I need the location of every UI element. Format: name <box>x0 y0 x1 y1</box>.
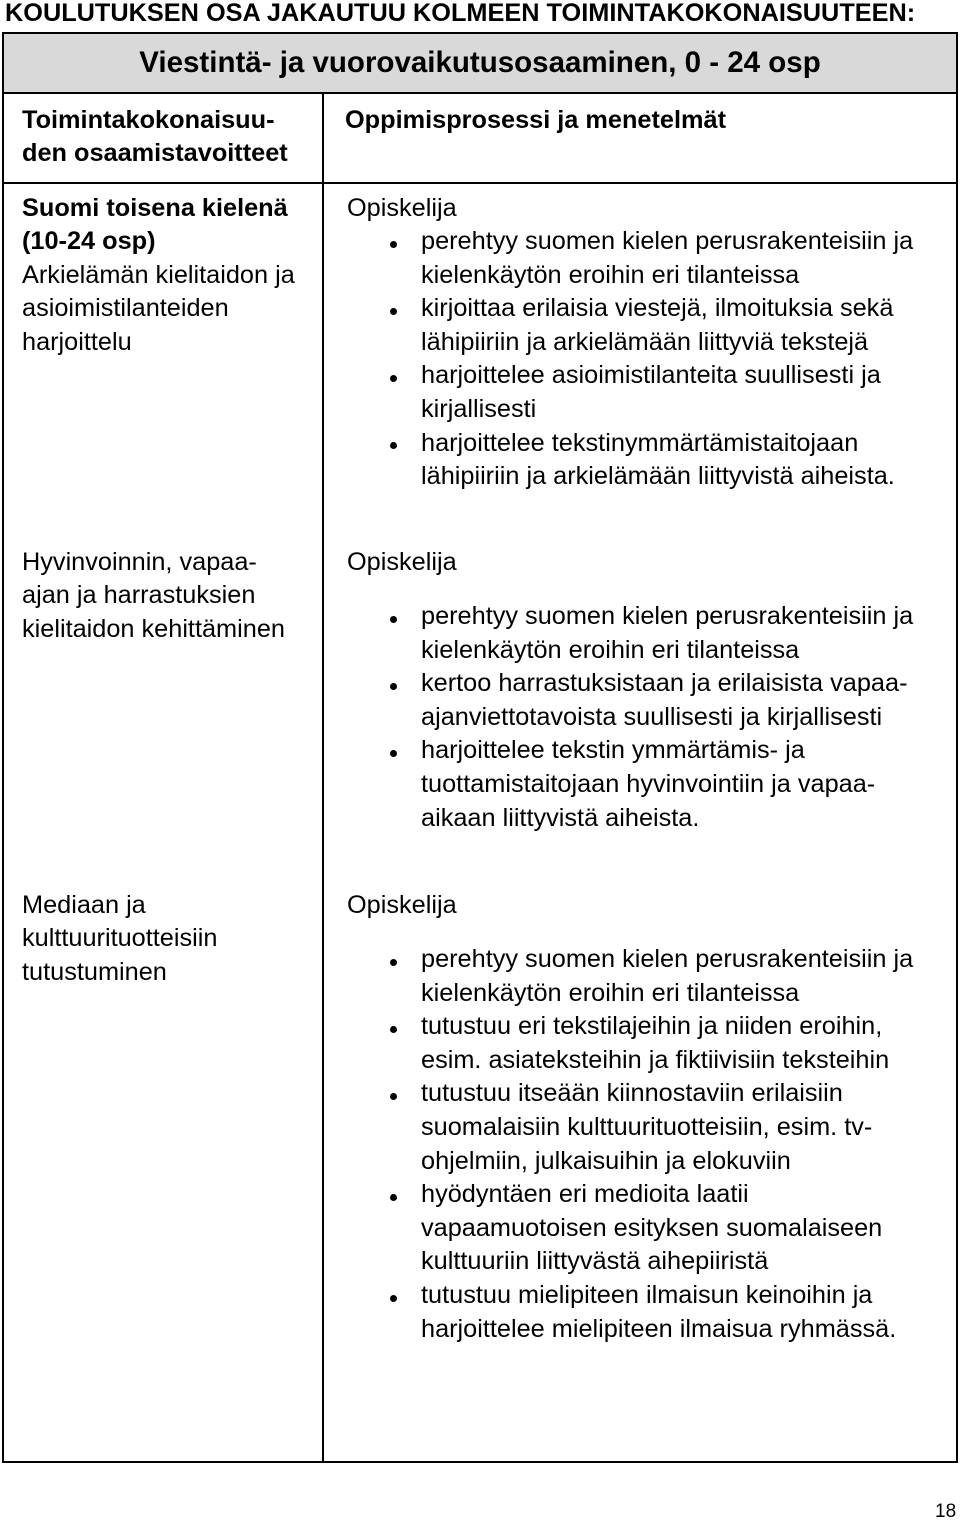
bullet-text-line: ohjelmiin, julkaisuihin ja elokuviin <box>421 1146 791 1175</box>
bullet-text-line: kirjallisesti <box>421 395 537 424</box>
list-item <box>347 600 956 667</box>
bullet-text-line: lähipiiriin ja arkielämään liittyviä tekstejä <box>421 327 869 356</box>
methods-section-2 <box>347 546 956 836</box>
goal-text-line: kielitaidon kehittäminen <box>22 614 285 643</box>
goal-text-line: tutustuminen <box>22 957 167 986</box>
bullet-text-line: vapaamuotoisen esityksen suomalaiseen <box>421 1213 883 1242</box>
list-item <box>347 943 956 1010</box>
subject-label: Opiskelija <box>347 890 457 919</box>
bullet-text-line: hyödyntäen eri medioita laatii <box>421 1180 749 1209</box>
bullet-icon <box>390 1026 397 1033</box>
bullet-icon <box>390 750 397 757</box>
header-goals-line: den osaamistavoitteet <box>22 139 288 168</box>
bullet-icon <box>390 959 397 966</box>
goal-section-1 <box>22 192 295 360</box>
bullet-text-line: kirjoittaa erilaisia viestejä, ilmoituksia sekä <box>421 294 894 323</box>
page-number: 18 <box>935 1501 957 1522</box>
list-item <box>347 1077 956 1178</box>
methods-section-1 <box>347 192 956 494</box>
bullet-text-line: kielenkäytön eroihin eri tilanteissa <box>421 978 800 1007</box>
header-methods-label <box>345 104 956 138</box>
page-heading: KOULUTUKSEN OSA JAKAUTUU KOLMEEN TOIMINTAKOKONAISUUTEEN: <box>5 0 916 27</box>
bullet-text-line: ajanviettotavoista suullisesti ja kirjallisesti <box>421 702 883 731</box>
bullet-text-line: tutustuu itseään kiinnostaviin erilaisiin <box>421 1079 843 1108</box>
bullet-text-line: kielenkäytön eroihin eri tilanteissa <box>421 260 800 289</box>
bullet-text-line: harjoittelee tekstinymmärtämistaitojaan <box>421 428 859 457</box>
bullet-text-line: tuottamistaitojaan hyvinvointiin ja vapaa- <box>421 770 876 799</box>
goal-section-3 <box>22 889 217 990</box>
bullet-text-line: kielenkäytön eroihin eri tilanteissa <box>421 635 800 664</box>
bullet-text-line: harjoittelee asioimistilanteita suullisesti ja <box>421 361 881 390</box>
goal-text-line: Mediaan ja <box>22 890 146 919</box>
table-title-row <box>4 34 956 94</box>
bullet-list <box>347 943 956 1346</box>
goal-text-line: harjoittelu <box>22 327 132 356</box>
table-title: Viestintä- ja vuorovaikutusosaaminen, 0 - 24 osp <box>139 46 821 79</box>
bullet-icon <box>390 442 397 449</box>
bullet-icon <box>390 375 397 382</box>
bullet-text-line: esim. asiateksteihin ja fiktiivisiin teksteihin <box>421 1045 890 1074</box>
bullet-icon <box>390 1295 397 1302</box>
bullet-text-line: harjoittelee mielipiteen ilmaisua ryhmässä. <box>421 1314 897 1343</box>
list-item <box>347 1279 956 1346</box>
bullet-text-line: suomalaisiin kulttuurituotteisiin, esim. tv- <box>421 1113 873 1142</box>
goal-text-line: asioimistilanteiden <box>22 294 229 323</box>
methods-section-3 <box>347 889 956 1347</box>
list-item <box>347 667 956 734</box>
subject-label: Opiskelija <box>347 193 457 222</box>
goals-column <box>4 184 324 1461</box>
subject-label: Opiskelija <box>347 547 457 576</box>
list-item <box>347 292 956 359</box>
bullet-text-line: tutustuu eri tekstilajeihin ja niiden eroihin, <box>421 1012 883 1041</box>
table-header-row <box>4 94 956 184</box>
competence-table <box>2 32 958 1463</box>
goal-title-line: Suomi toisena kielenä <box>22 193 288 222</box>
bullet-icon <box>390 1093 397 1100</box>
bullet-icon <box>390 616 397 623</box>
table-body-row <box>4 184 956 1461</box>
bullet-icon <box>390 308 397 315</box>
header-goals-label <box>22 104 288 171</box>
goal-text-line: Hyvinvoinnin, vapaa- <box>22 547 257 576</box>
goal-text-line: kulttuurituotteisiin <box>22 924 218 953</box>
goal-text-line: ajan ja harrastuksien <box>22 581 256 610</box>
goal-section-2 <box>22 546 285 647</box>
methods-column <box>324 184 956 1461</box>
list-item <box>347 1178 956 1279</box>
bullet-text-line: harjoittelee tekstin ymmärtämis- ja <box>421 736 805 765</box>
bullet-text-line: perehtyy suomen kielen perusrakenteisiin ja <box>421 945 914 974</box>
list-item <box>347 225 956 292</box>
goal-title-line: (10-24 osp) <box>22 227 156 256</box>
bullet-icon <box>390 683 397 690</box>
bullet-text-line: kertoo harrastuksistaan ja erilaisista vapaa- <box>421 669 908 698</box>
list-item <box>347 1010 956 1077</box>
header-methods-cell <box>324 94 956 182</box>
bullet-text-line: perehtyy suomen kielen perusrakenteisiin ja <box>421 602 914 631</box>
bullet-text-line: lähipiiriin ja arkielämään liittyvistä aiheista. <box>421 462 895 491</box>
bullet-text-line: perehtyy suomen kielen perusrakenteisiin ja <box>421 227 914 256</box>
bullet-text-line: aikaan liittyvistä aiheista. <box>421 803 700 832</box>
list-item <box>347 427 956 494</box>
bullet-list <box>347 600 956 835</box>
header-goals-cell <box>4 94 324 182</box>
bullet-list <box>347 225 956 494</box>
bullet-icon <box>390 241 397 248</box>
bullet-text-line: kulttuuriin liittyvästä aihepiiristä <box>421 1247 769 1276</box>
list-item <box>347 734 956 835</box>
list-item <box>347 359 956 426</box>
header-goals-line: Toimintakokonaisuu- <box>22 105 275 134</box>
goal-text-line: Arkielämän kielitaidon ja <box>22 260 295 289</box>
bullet-text-line: tutustuu mielipiteen ilmaisun keinoihin ja <box>421 1281 873 1310</box>
header-methods-line: Oppimisprosessi ja menetelmät <box>345 105 726 134</box>
bullet-icon <box>390 1194 397 1201</box>
